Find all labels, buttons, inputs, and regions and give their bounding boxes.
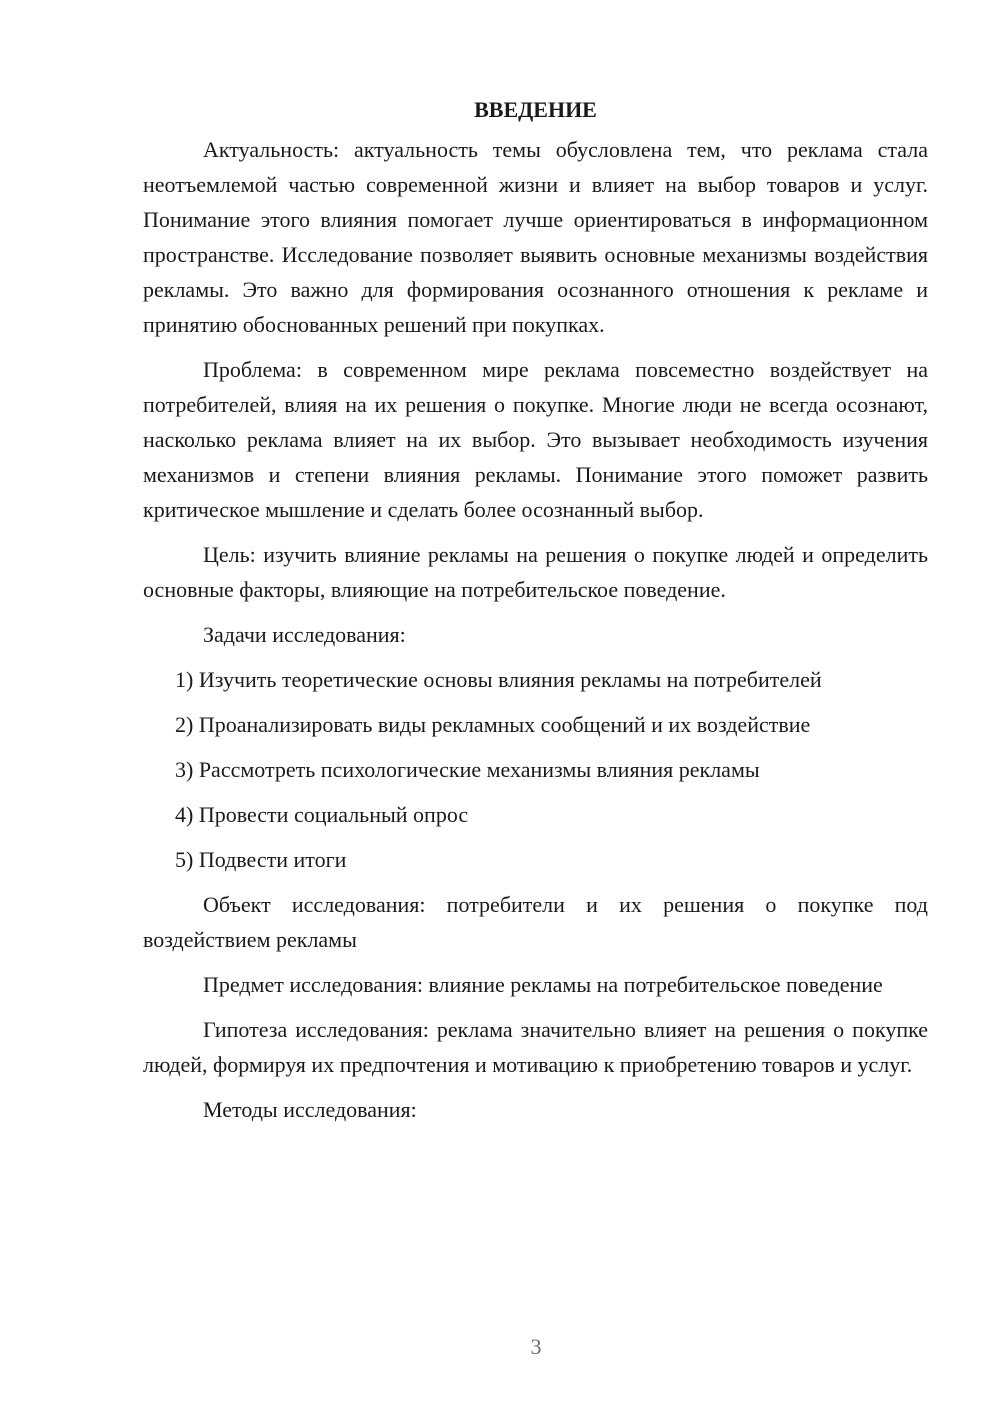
list-item: 3) Рассмотреть психологические механизмы влияния рекламы — [175, 757, 760, 782]
object-paragraph: Объект исследования: потребители и их решения о покупке под воздействием рекламы — [143, 892, 928, 952]
document-page — [143, 92, 928, 1137]
methods-title: Методы исследования: — [203, 1097, 417, 1122]
subject-paragraph: Предмет исследования: влияние рекламы на потребительское поведение — [203, 972, 883, 997]
hypothesis-paragraph: Гипотеза исследования: реклама значительно влияет на решения о покупке людей, формируя их предпочтения и мотивацию к приобретению товаров и услуг. — [143, 1017, 928, 1077]
list-item: 2) Проанализировать виды рекламных сообщений и их воздействие — [175, 712, 811, 737]
page-number: 3 — [530, 1334, 542, 1359]
list-item: 5) Подвести итоги — [175, 847, 347, 872]
list-item: 4) Провести социальный опрос — [175, 802, 469, 827]
relevance-paragraph: Актуальность: актуальность темы обусловлена тем, что реклама стала неотъемлемой частью современной жизни и влияет на выбор товаров и услуг. Понимание этого влияния помогает лучше ориентироваться в информационном пространстве. Исследование позволяет выявить основные механизмы воздействия рекламы. Это важно для формирования осознанного отношения к рекламе и принятию обоснованных решений при покупках. — [143, 137, 928, 337]
problem-paragraph: Проблема: в современном мире реклама повсеместно воздействует на потребителей, влияя на их решения о покупке. Многие люди не всегда осознают, насколько реклама влияет на их выбор. Это вызывает необходимость изучения механизмов и степени влияния рекламы. Понимание этого поможет развить критическое мышление и сделать более осознанный выбор. — [143, 357, 928, 522]
tasks-title: Задачи исследования: — [203, 622, 406, 647]
page-title: ВВЕДЕНИЕ — [474, 97, 597, 122]
goal-paragraph: Цель: изучить влияние рекламы на решения о покупке людей и определить основные факторы, влияющие на потребительское поведение. — [143, 542, 928, 602]
tasks-list — [143, 662, 928, 877]
list-item: 1) Изучить теоретические основы влияния рекламы на потребителей — [175, 667, 822, 692]
